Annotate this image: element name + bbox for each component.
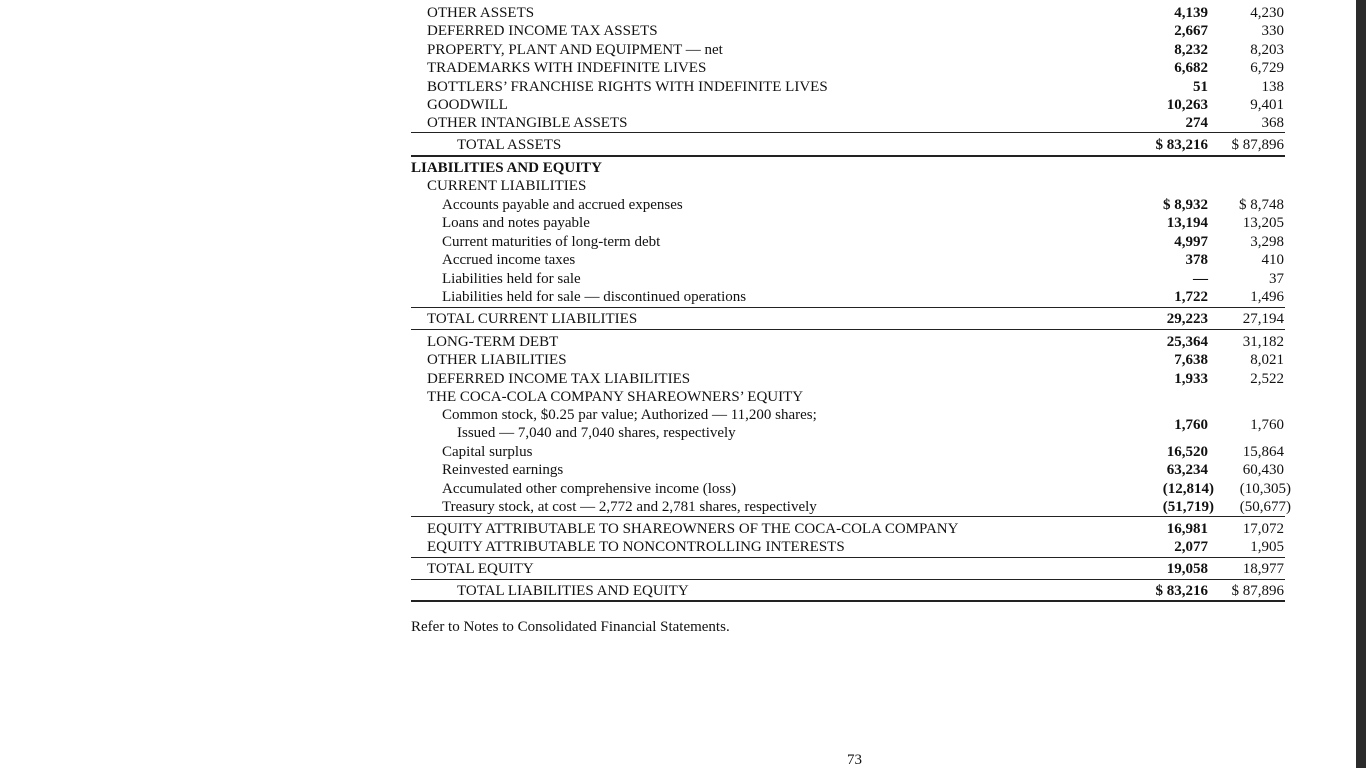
value-2014: 13,205: [1242, 215, 1284, 231]
value-2014: 410: [1261, 252, 1284, 268]
row-label: TOTAL EQUITY: [427, 561, 534, 577]
value-2014: (50,677): [1239, 499, 1291, 515]
value-2014: 60,430: [1242, 462, 1284, 478]
row-label-continued: Issued — 7,040 and 7,040 shares, respectively: [457, 425, 736, 441]
row-label: TRADEMARKS WITH INDEFINITE LIVES: [427, 60, 707, 76]
divider: [411, 557, 1285, 558]
value-2014: 17,072: [1242, 521, 1284, 537]
value-2015: 6,682: [1174, 60, 1208, 76]
value-2015: 25,364: [1166, 334, 1208, 350]
value-2014: 3,298: [1250, 234, 1284, 250]
row-label: Reinvested earnings: [442, 462, 564, 478]
row-label: Common stock, $0.25 par value; Authorized — 11,200 shares;: [442, 407, 817, 423]
value-2014: 1,496: [1250, 289, 1284, 305]
value-2015: 16,520: [1166, 444, 1208, 460]
value-2014: 9,401: [1250, 97, 1284, 113]
row-label: Liabilities held for sale — discontinued operations: [442, 289, 747, 305]
value-2014: $ 8,748: [1239, 197, 1284, 213]
value-2015: 4,997: [1174, 234, 1208, 250]
value-2015: 1,933: [1174, 371, 1208, 387]
value-2015: 7,638: [1174, 352, 1208, 368]
value-2014: 8,203: [1250, 42, 1284, 58]
row-label: Liabilities held for sale: [442, 271, 581, 287]
row-label: OTHER ASSETS: [427, 5, 535, 21]
value-2014: 330: [1261, 23, 1284, 39]
value-2014: 18,977: [1242, 561, 1284, 577]
value-2015: 29,223: [1166, 311, 1208, 327]
footnote: Refer to Notes to Consolidated Financial Statements.: [411, 619, 730, 635]
row-label: Current maturities of long-term debt: [442, 234, 661, 250]
row-label: GOODWILL: [427, 97, 508, 113]
value-2015: 4,139: [1174, 5, 1208, 21]
value-2014: 6,729: [1250, 60, 1284, 76]
divider: [411, 329, 1285, 330]
subsection-heading: CURRENT LIABILITIES: [427, 178, 587, 194]
value-2015: 13,194: [1166, 215, 1208, 231]
value-2015: —: [1193, 271, 1208, 287]
row-label: TOTAL CURRENT LIABILITIES: [427, 311, 638, 327]
row-label: TOTAL ASSETS: [457, 137, 562, 153]
value-2015: (51,719): [1162, 499, 1214, 515]
double-divider: [411, 600, 1285, 602]
row-label: DEFERRED INCOME TAX ASSETS: [427, 23, 658, 39]
row-label: OTHER LIABILITIES: [427, 352, 567, 368]
row-label: Accrued income taxes: [442, 252, 576, 268]
value-2015: $ 83,216: [1155, 583, 1208, 599]
value-2015: $ 8,932: [1163, 197, 1208, 213]
value-2015: 1,722: [1174, 289, 1208, 305]
section-heading: LIABILITIES AND EQUITY: [411, 160, 602, 176]
value-2014: $ 87,896: [1231, 583, 1284, 599]
value-2014: 1,760: [1250, 417, 1284, 433]
divider: [411, 516, 1285, 517]
row-label: Capital surplus: [442, 444, 533, 460]
row-label: Loans and notes payable: [442, 215, 590, 231]
row-label: OTHER INTANGIBLE ASSETS: [427, 115, 628, 131]
double-divider: [411, 155, 1285, 157]
value-2015: 16,981: [1166, 521, 1208, 537]
value-2015: 8,232: [1174, 42, 1208, 58]
value-2015: (12,814): [1162, 481, 1214, 497]
value-2014: 2,522: [1250, 371, 1284, 387]
subsection-heading: THE COCA-COLA COMPANY SHAREOWNERS’ EQUITY: [427, 389, 804, 405]
value-2015: $ 83,216: [1155, 137, 1208, 153]
value-2015: 51: [1193, 79, 1208, 95]
value-2014: 37: [1269, 271, 1284, 287]
divider: [411, 579, 1285, 580]
value-2014: 1,905: [1250, 539, 1284, 555]
value-2015: 10,263: [1166, 97, 1208, 113]
value-2014: 138: [1261, 79, 1284, 95]
value-2014: 368: [1261, 115, 1284, 131]
value-2014: 15,864: [1242, 444, 1284, 460]
row-label: BOTTLERS’ FRANCHISE RIGHTS WITH INDEFINITE LIVES: [427, 79, 828, 95]
value-2014: $ 87,896: [1231, 137, 1284, 153]
value-2015: 1,760: [1174, 417, 1208, 433]
row-label: EQUITY ATTRIBUTABLE TO NONCONTROLLING INTERESTS: [427, 539, 845, 555]
vertical-scrollbar[interactable]: [1356, 0, 1366, 768]
value-2015: 274: [1185, 115, 1208, 131]
row-common-stock: [411, 406, 1285, 443]
value-2014: 31,182: [1242, 334, 1284, 350]
value-2015: 63,234: [1166, 462, 1208, 478]
value-2014: 27,194: [1242, 311, 1284, 327]
page-number: 73: [847, 752, 862, 768]
row-label: DEFERRED INCOME TAX LIABILITIES: [427, 371, 691, 387]
row-label: Accounts payable and accrued expenses: [442, 197, 683, 213]
divider: [411, 307, 1285, 308]
value-2015: 19,058: [1166, 561, 1208, 577]
divider: [411, 132, 1285, 133]
row-label: Treasury stock, at cost — 2,772 and 2,781 shares, respectively: [442, 499, 817, 515]
row-label: EQUITY ATTRIBUTABLE TO SHAREOWNERS OF THE COCA-COLA COMPANY: [427, 521, 959, 537]
value-2015: 378: [1185, 252, 1208, 268]
row-label: Accumulated other comprehensive income (loss): [442, 481, 737, 497]
row-label: LONG-TERM DEBT: [427, 334, 559, 350]
value-2014: 8,021: [1250, 352, 1284, 368]
value-2015: 2,077: [1174, 539, 1208, 555]
row-label: PROPERTY, PLANT AND EQUIPMENT — net: [427, 42, 723, 58]
row-label: TOTAL LIABILITIES AND EQUITY: [457, 583, 689, 599]
value-2015: 2,667: [1174, 23, 1208, 39]
value-2014: (10,305): [1239, 481, 1291, 497]
value-2014: 4,230: [1250, 5, 1284, 21]
